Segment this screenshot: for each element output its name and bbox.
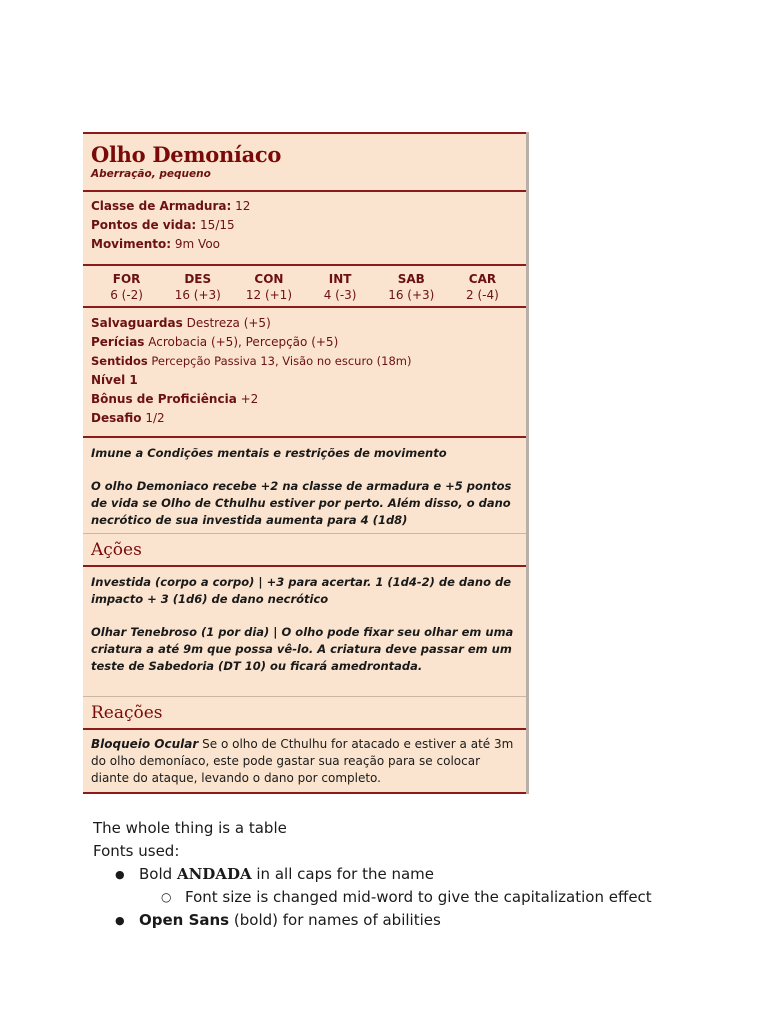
level-line <box>91 371 518 390</box>
challenge-value: 1/2 <box>145 411 165 425</box>
ability-key: SAB <box>397 272 425 286</box>
note-line-1: The whole thing is a table <box>93 819 287 837</box>
header-section <box>83 132 526 190</box>
ability-value: 12 (+1) <box>245 288 292 302</box>
ability-value: 16 (+3) <box>388 288 435 302</box>
skills-value: Acrobacia (+5), Percepção (+5) <box>148 335 339 349</box>
note-line-2: Fonts used: <box>93 842 180 860</box>
ability-key: FOR <box>112 272 141 286</box>
stat-block <box>83 132 529 794</box>
reaction-name: Bloqueio Ocular <box>91 737 199 751</box>
challenge-line <box>91 409 518 428</box>
bullet2-font: Open Sans <box>139 911 230 929</box>
saves-value: Destreza (+5) <box>186 316 271 330</box>
senses-value: Percepção Passiva 13, Visão no escuro (18m) <box>151 354 412 368</box>
action-charge: Investida (corpo a corpo) | +3 para acertar. 1 (1d4-2) de dano de impacto + 3 (1d6) de dano necrótico <box>91 575 512 606</box>
cthulhu-trait: O olho Demoniaco recebe +2 na classe de armadura e +5 pontos de vida se Olho de Cthulhu estiver por perto. Além disso, o dano necrótico de sua investida aumenta para 4 (1d8) <box>91 479 512 527</box>
proficiency-value: +2 <box>240 392 259 406</box>
hit-points-line <box>91 216 518 235</box>
ability-key: CON <box>254 272 284 286</box>
challenge-label: Desafio <box>91 411 142 425</box>
reactions-section <box>83 728 526 794</box>
skills-line <box>91 333 518 352</box>
senses-label: Sentidos <box>91 354 148 368</box>
ability-key: INT <box>328 272 352 286</box>
ability-des <box>162 271 233 302</box>
ability-sab <box>376 271 447 302</box>
skills-label: Perícias <box>91 335 145 349</box>
bullet1-pre: Bold <box>139 865 173 883</box>
senses-line <box>91 352 518 371</box>
ability-value: 4 (-3) <box>323 288 357 302</box>
bullet1-font: ANDADA <box>176 865 252 883</box>
speed-label: Movimento: <box>91 237 172 251</box>
ability-car <box>447 271 518 302</box>
details-section <box>83 306 526 436</box>
reaction-text: Se o olho de Cthulhu for atacado e estiver a até 3m do olho demoníaco, este pode gastar sua reação para se colocar diante do ataque, levando o dano por completo. <box>91 737 514 785</box>
ability-for <box>91 271 162 302</box>
ability-int <box>305 271 376 302</box>
ability-value: 2 (-4) <box>466 288 499 302</box>
hit-points-label: Pontos de vida: <box>91 218 197 232</box>
defense-section <box>83 190 526 264</box>
reactions-heading: Reações <box>91 703 163 723</box>
immunity-trait: Imune a Condições mentais e restrições de movimento <box>91 446 447 460</box>
notes <box>93 817 753 932</box>
armor-class-label: Classe de Armadura: <box>91 199 232 213</box>
actions-section <box>83 565 526 696</box>
monster-name: Olho Demoníaco <box>91 142 282 167</box>
ability-key: DES <box>184 272 212 286</box>
bullet2-post: (bold) for names of abilities <box>233 911 441 929</box>
armor-class-line <box>91 197 518 216</box>
ability-value: 6 (-2) <box>110 288 143 302</box>
monster-type: Aberração, pequeno <box>91 168 211 180</box>
action-dark-gaze: Olhar Tenebroso (1 por dia) | O olho pode fixar seu olhar em uma criatura a até 9m que possa vê-lo. A criatura deve passar em um teste de Sabedoria (DT 10) ou ficará amedrontada. <box>91 625 514 673</box>
reaction-block <box>91 736 518 787</box>
ability-scores <box>83 264 526 306</box>
fonts-list-item <box>93 863 753 886</box>
proficiency-line <box>91 390 518 409</box>
ability-con <box>233 271 304 302</box>
ability-key: CAR <box>468 272 497 286</box>
actions-heading-section <box>83 533 526 565</box>
fonts-list-item <box>93 909 753 932</box>
hit-points-value: 15/15 <box>200 218 235 232</box>
bullet1-post: in all caps for the name <box>256 865 434 883</box>
speed-line <box>91 235 518 254</box>
fonts-list <box>93 863 753 932</box>
level-label: Nível 1 <box>91 373 138 387</box>
actions-heading: Ações <box>91 540 142 560</box>
saves-line <box>91 314 518 333</box>
saves-label: Salvaguardas <box>91 316 183 330</box>
reactions-heading-section <box>83 696 526 728</box>
fonts-sublist-item <box>93 886 753 909</box>
ability-value: 16 (+3) <box>174 288 221 302</box>
sub1-text: Font size is changed mid-word to give the capitalization effect <box>185 888 652 906</box>
proficiency-label: Bônus de Proficiência <box>91 392 237 406</box>
speed-value: 9m Voo <box>174 237 221 251</box>
armor-class-value: 12 <box>235 199 251 213</box>
traits-section <box>83 436 526 533</box>
